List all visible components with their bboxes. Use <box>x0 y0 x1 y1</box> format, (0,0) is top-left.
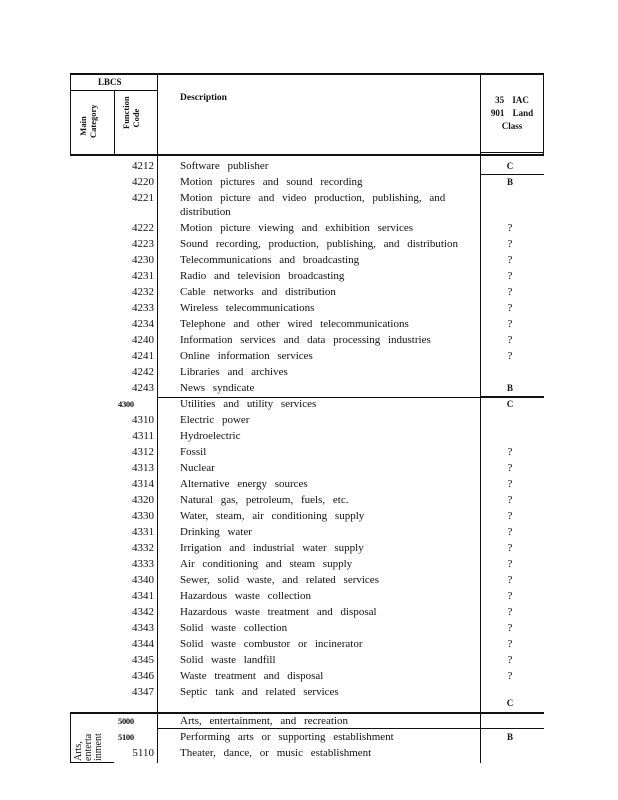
function-code: 4300 <box>118 399 134 409</box>
trailing-class: C <box>506 698 514 708</box>
description-header: Description <box>180 93 227 103</box>
row-description: Nuclear <box>180 462 215 474</box>
row-description: News syndicate <box>180 382 255 394</box>
table-row <box>0 713 618 729</box>
row-description: Solid waste collection <box>180 622 288 634</box>
function-code: 4222 <box>132 222 154 234</box>
land-class: ? <box>507 478 513 490</box>
function-code: 4234 <box>132 318 154 330</box>
row-description: Libraries and archives <box>180 366 288 378</box>
table-row <box>0 492 618 508</box>
function-code: 4331 <box>132 526 154 538</box>
row-description: Drinking water <box>180 526 252 538</box>
row-description: Solid waste landfill <box>180 654 276 666</box>
lbcs-header: LBCS <box>98 77 122 87</box>
function-code: 4240 <box>132 334 154 346</box>
row-description: Radio and television broadcasting <box>180 270 345 282</box>
header-bottom-border <box>70 154 544 156</box>
table-row <box>0 284 618 300</box>
land-class: ? <box>507 574 513 586</box>
table-row <box>0 332 618 348</box>
land-class: ? <box>507 526 513 538</box>
land-class: ? <box>507 542 513 554</box>
land-class: ? <box>507 510 513 522</box>
table-row <box>0 729 618 745</box>
table-row <box>0 620 618 636</box>
function-code: 5110 <box>132 747 154 759</box>
land-class: ? <box>507 302 513 314</box>
row-description: Information services and data processing industries <box>180 334 431 346</box>
land-class: C <box>506 161 514 171</box>
function-code: 4333 <box>132 558 154 570</box>
land-class: ? <box>507 606 513 618</box>
iac-class-header: 35 IAC 901 Land Class <box>490 95 534 131</box>
table-row <box>0 540 618 556</box>
function-code: 5000 <box>118 716 134 726</box>
function-code: 4241 <box>132 350 154 362</box>
function-code: 4231 <box>132 270 154 282</box>
land-class: ? <box>507 462 513 474</box>
function-code: 4243 <box>132 382 154 394</box>
table-row <box>0 588 618 604</box>
table-right-border <box>543 73 544 155</box>
function-code: 4232 <box>132 286 154 298</box>
row-description: Performing arts or supporting establishment <box>180 731 394 743</box>
land-class: ? <box>507 446 513 458</box>
function-code: 4342 <box>132 606 154 618</box>
table-row <box>0 316 618 332</box>
function-code: 4314 <box>132 478 154 490</box>
land-class: C <box>506 399 514 409</box>
table-row-continuation <box>0 204 618 220</box>
function-code: 4223 <box>132 238 154 250</box>
row-description: Alternative energy sources <box>180 478 308 490</box>
table-row <box>0 652 618 668</box>
land-class: ? <box>507 238 513 250</box>
land-class: ? <box>507 254 513 266</box>
row-description: Arts, entertainment, and recreation <box>180 715 349 727</box>
table-row <box>0 745 618 761</box>
table-row <box>0 380 618 396</box>
land-class: ? <box>507 350 513 362</box>
row-description: Motion picture viewing and exhibition services <box>180 222 414 234</box>
function-code: 4242 <box>132 366 154 378</box>
row-description: Utilities and utility services <box>180 398 317 410</box>
row-description: Cable networks and distribution <box>180 286 336 298</box>
row-description: Theater, dance, or music establishment <box>180 747 372 759</box>
table-row <box>0 364 618 380</box>
land-class: ? <box>507 318 513 330</box>
table-row <box>0 460 618 476</box>
row-description: Telecommunications and broadcasting <box>180 254 360 266</box>
land-class: B <box>506 732 513 742</box>
row-description: Electric power <box>180 414 250 426</box>
row-description: Water, steam, air conditioning supply <box>180 510 365 522</box>
table-row <box>0 412 618 428</box>
row-description: Motion picture and video production, publishing, and <box>180 192 446 204</box>
function-code: 4221 <box>132 192 154 204</box>
land-class: ? <box>507 622 513 634</box>
land-class: ? <box>507 222 513 234</box>
land-class: B <box>506 177 513 187</box>
table-row <box>0 636 618 652</box>
table-row <box>0 428 618 444</box>
col-divider-main-code <box>114 90 115 155</box>
table-row <box>0 668 618 684</box>
function-code: 4341 <box>132 590 154 602</box>
table-row <box>0 252 618 268</box>
function-code: 4340 <box>132 574 154 586</box>
land-class: ? <box>507 638 513 650</box>
function-code: 4312 <box>132 446 154 458</box>
function-code: 4330 <box>132 510 154 522</box>
row-description: Software publisher <box>180 160 269 172</box>
header-inner-line <box>480 152 544 153</box>
function-code: 4346 <box>132 670 154 682</box>
table-row <box>0 268 618 284</box>
function-code: 4233 <box>132 302 154 314</box>
land-class: B <box>506 383 513 393</box>
function-code: 5100 <box>118 732 134 742</box>
table-row <box>0 444 618 460</box>
row-description: Air conditioning and steam supply <box>180 558 353 570</box>
table-row <box>0 348 618 364</box>
table-top-border <box>70 73 544 75</box>
row-description: Waste treatment and disposal <box>180 670 324 682</box>
row-description: Fossil <box>180 446 207 458</box>
row-description: Motion pictures and sound recording <box>180 176 363 188</box>
function-code: 4313 <box>132 462 154 474</box>
land-class: ? <box>507 558 513 570</box>
row-description: Hydroelectric <box>180 430 241 442</box>
function-code: 4311 <box>132 430 154 442</box>
land-class: ? <box>507 494 513 506</box>
row-description: Solid waste combustor or incinerator <box>180 638 363 650</box>
land-class: ? <box>507 670 513 682</box>
function-code: 4344 <box>132 638 154 650</box>
table-row <box>0 158 618 174</box>
row-description: Septic tank and related services <box>180 686 339 698</box>
function-code: 4310 <box>132 414 154 426</box>
row-description: Natural gas, petroleum, fuels, etc. <box>180 494 349 506</box>
table-left-border <box>70 73 71 155</box>
function-code: 4320 <box>132 494 154 506</box>
table-row <box>0 604 618 620</box>
table-row <box>0 572 618 588</box>
function-code: 4343 <box>132 622 154 634</box>
table-row <box>0 236 618 252</box>
land-class: ? <box>507 590 513 602</box>
row-description: Wireless telecommunications <box>180 302 315 314</box>
arts-category: Arts, enterta inment <box>73 733 104 761</box>
table-row <box>0 174 618 190</box>
function-code: 4332 <box>132 542 154 554</box>
table-row <box>0 556 618 572</box>
function-code: 4230 <box>132 254 154 266</box>
table-row <box>0 508 618 524</box>
function-code-header: Function Code <box>121 96 141 129</box>
row-description: Sound recording, production, publishing, and distribution <box>180 238 458 250</box>
land-class: ? <box>507 654 513 666</box>
row-description: Irrigation and industrial water supply <box>180 542 364 554</box>
table-row <box>0 300 618 316</box>
land-class: ? <box>507 270 513 282</box>
table-row <box>0 396 618 412</box>
land-class: ? <box>507 286 513 298</box>
main-category-header: Main Category <box>78 104 98 138</box>
row-description: Hazardous waste collection <box>180 590 311 602</box>
row-description-continued: distribution <box>180 206 231 218</box>
arts-bottom-line <box>70 762 114 763</box>
function-code: 4345 <box>132 654 154 666</box>
land-class: ? <box>507 334 513 346</box>
table-row <box>0 524 618 540</box>
row-description: Hazardous waste treatment and disposal <box>180 606 377 618</box>
table-row <box>0 220 618 236</box>
function-code: 4220 <box>132 176 154 188</box>
function-code: 4347 <box>132 686 154 698</box>
row-description: Sewer, solid waste, and related services <box>180 574 379 586</box>
row-description: Online information services <box>180 350 313 362</box>
function-code: 4212 <box>132 160 154 172</box>
table-row <box>0 476 618 492</box>
row-description: Telephone and other wired telecommunications <box>180 318 409 330</box>
